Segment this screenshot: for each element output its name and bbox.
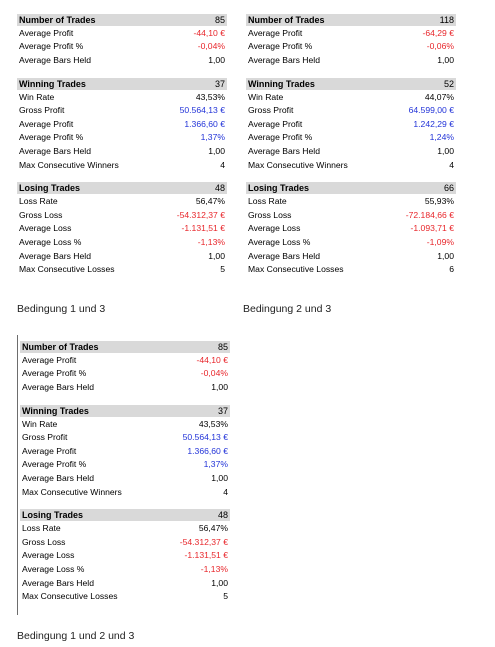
- header-value: 85: [217, 342, 228, 352]
- stat-label: Win Rate: [19, 91, 55, 102]
- stat-row: [20, 549, 230, 563]
- section-header: [20, 405, 230, 417]
- section-header: [246, 182, 456, 194]
- stat-label: Average Bars Held: [22, 577, 94, 588]
- stat-value: 1,00: [211, 381, 228, 392]
- summary-section: [246, 14, 456, 67]
- stat-row: [17, 144, 227, 158]
- stat-row: [20, 521, 230, 535]
- stat-label: Average Profit: [22, 354, 77, 365]
- stat-label: Average Profit: [248, 118, 303, 129]
- stat-value: -1,13%: [197, 236, 225, 247]
- stat-row: [246, 40, 456, 54]
- stat-value: -44,10 €: [193, 27, 225, 38]
- stat-row: [17, 235, 227, 249]
- section-header: [20, 509, 230, 521]
- stat-row: [246, 103, 456, 117]
- stat-value: 56,47%: [195, 196, 225, 207]
- stats-panel-1: [17, 14, 227, 276]
- stat-row: [20, 353, 230, 367]
- stat-value: -54.312,37 €: [179, 536, 228, 547]
- stat-row: [246, 249, 456, 263]
- stat-value: 50.564,13 €: [182, 432, 228, 443]
- stat-row: [20, 444, 230, 458]
- stat-label: Average Profit %: [22, 368, 87, 379]
- stat-row: [246, 262, 456, 276]
- panel-caption: Bedingung 1 und 3: [17, 303, 106, 315]
- stat-label: Gross Profit: [248, 105, 294, 116]
- stat-label: Average Profit: [19, 27, 74, 38]
- stat-label: Loss Rate: [19, 196, 58, 207]
- summary-section: [20, 341, 230, 394]
- stat-label: Gross Loss: [248, 209, 292, 220]
- stat-value: -0,04%: [197, 41, 225, 52]
- stat-row: [17, 194, 227, 208]
- section-header: [246, 14, 456, 26]
- header-value: 66: [443, 183, 454, 194]
- stat-row: [17, 26, 227, 40]
- stat-value: -1,09%: [426, 236, 454, 247]
- stat-label: Average Profit: [248, 27, 303, 38]
- stat-value: 1.366,60 €: [184, 118, 225, 129]
- stat-row: [20, 485, 230, 499]
- stat-row: [20, 562, 230, 576]
- stat-label: Average Bars Held: [22, 472, 94, 483]
- stat-row: [17, 158, 227, 172]
- stat-row: [246, 208, 456, 222]
- stat-row: [246, 194, 456, 208]
- stat-value: 1,37%: [203, 459, 228, 470]
- stat-value: 4: [449, 159, 454, 170]
- stat-label: Gross Loss: [22, 536, 66, 547]
- stat-value: 1,37%: [200, 132, 225, 143]
- stat-value: -1.093,71 €: [410, 223, 454, 234]
- stat-label: Average Loss %: [248, 236, 311, 247]
- header-value: 118: [439, 15, 454, 25]
- header-label: Number of Trades: [22, 342, 99, 352]
- summary-section: [17, 14, 227, 67]
- stat-label: Gross Profit: [22, 432, 68, 443]
- stat-row: [246, 131, 456, 145]
- losing-section: [246, 182, 456, 276]
- stat-value: -44,10 €: [196, 354, 228, 365]
- stat-label: Average Bars Held: [248, 250, 320, 261]
- stat-value: 6: [449, 264, 454, 275]
- panel-caption: Bedingung 1 und 2 und 3: [17, 630, 135, 642]
- stat-label: Average Profit: [19, 118, 74, 129]
- stat-value: 50.564,13 €: [179, 105, 225, 116]
- stat-label: Average Bars Held: [22, 381, 94, 392]
- stat-row: [17, 208, 227, 222]
- stat-row: [246, 90, 456, 104]
- stat-value: 1.366,60 €: [187, 445, 228, 456]
- stat-label: Average Bars Held: [19, 250, 91, 261]
- stat-label: Average Bars Held: [19, 145, 91, 156]
- stat-row: [17, 222, 227, 236]
- winning-section: [17, 78, 227, 172]
- stat-row: [246, 235, 456, 249]
- stat-label: Average Loss %: [19, 236, 82, 247]
- stat-label: Loss Rate: [22, 523, 61, 534]
- stat-row: [17, 117, 227, 131]
- stat-label: Average Profit: [22, 445, 77, 456]
- stat-row: [246, 144, 456, 158]
- stat-label: Average Profit %: [19, 132, 84, 143]
- stat-row: [246, 117, 456, 131]
- stat-row: [20, 417, 230, 431]
- stat-value: -72.184,66 €: [405, 209, 454, 220]
- stat-label: Average Loss %: [22, 563, 85, 574]
- stat-label: Win Rate: [248, 91, 284, 102]
- stat-row: [17, 262, 227, 276]
- section-header: [20, 341, 230, 353]
- stat-value: 1,24%: [429, 132, 454, 143]
- header-value: 85: [214, 15, 225, 25]
- stat-value: 1,00: [437, 250, 454, 261]
- stat-label: Average Bars Held: [19, 54, 91, 65]
- header-label: Number of Trades: [248, 15, 325, 25]
- winning-section: [20, 405, 230, 499]
- section-header: [17, 14, 227, 26]
- stat-label: Max Consecutive Winners: [19, 159, 119, 170]
- header-value: 37: [214, 78, 225, 89]
- stat-label: Average Profit %: [22, 459, 87, 470]
- header-label: Winning Trades: [19, 78, 86, 89]
- stat-label: Max Consecutive Winners: [248, 159, 348, 170]
- losing-section: [20, 509, 230, 603]
- losing-section: [17, 182, 227, 276]
- stat-label: Average Bars Held: [248, 145, 320, 156]
- stat-label: Average Bars Held: [248, 54, 320, 65]
- stat-value: 43,53%: [198, 418, 228, 429]
- stat-label: Win Rate: [22, 418, 58, 429]
- stat-value: 5: [223, 591, 228, 602]
- stat-row: [17, 40, 227, 54]
- stat-row: [17, 249, 227, 263]
- stat-value: -0,06%: [426, 41, 454, 52]
- stat-value: -64,29 €: [422, 27, 454, 38]
- header-label: Losing Trades: [19, 183, 81, 194]
- stat-label: Gross Profit: [19, 105, 65, 116]
- stat-row: [20, 589, 230, 603]
- stat-value: 1,00: [437, 145, 454, 156]
- stat-row: [17, 90, 227, 104]
- panel-divider: [17, 335, 18, 615]
- stat-row: [20, 458, 230, 472]
- header-label: Losing Trades: [248, 183, 310, 194]
- section-header: [246, 78, 456, 90]
- stat-label: Average Profit %: [248, 132, 313, 143]
- stat-label: Max Consecutive Losses: [248, 264, 344, 275]
- stat-row: [20, 576, 230, 590]
- stat-value: 4: [223, 486, 228, 497]
- header-value: 52: [443, 78, 454, 89]
- stat-label: Loss Rate: [248, 196, 287, 207]
- stat-row: [17, 131, 227, 145]
- stat-value: 1,00: [437, 54, 454, 65]
- stat-row: [20, 380, 230, 394]
- stat-value: -54.312,37 €: [176, 209, 225, 220]
- stat-value: 43,53%: [195, 91, 225, 102]
- stat-value: 55,93%: [424, 196, 454, 207]
- stat-label: Average Profit %: [19, 41, 84, 52]
- stat-row: [20, 535, 230, 549]
- stat-value: -0,04%: [200, 368, 228, 379]
- stat-value: 1,00: [211, 472, 228, 483]
- stat-label: Average Loss: [22, 550, 75, 561]
- stat-row: [246, 53, 456, 67]
- stat-label: Average Loss: [19, 223, 72, 234]
- stat-value: 44,07%: [424, 91, 454, 102]
- header-label: Winning Trades: [22, 405, 89, 416]
- winning-section: [246, 78, 456, 172]
- stat-value: 4: [220, 159, 225, 170]
- stats-panel-2: [246, 14, 456, 276]
- stat-row: [246, 26, 456, 40]
- section-header: [17, 182, 227, 194]
- stat-label: Average Profit %: [248, 41, 313, 52]
- stat-value: -1.131,51 €: [181, 223, 225, 234]
- stat-value: 1.242,29 €: [413, 118, 454, 129]
- stat-row: [20, 430, 230, 444]
- header-value: 48: [214, 183, 225, 194]
- stat-row: [20, 471, 230, 485]
- stat-label: Max Consecutive Losses: [22, 591, 118, 602]
- header-label: Number of Trades: [19, 15, 96, 25]
- stat-label: Max Consecutive Losses: [19, 264, 115, 275]
- stat-value: 1,00: [208, 145, 225, 156]
- header-label: Losing Trades: [22, 510, 84, 521]
- stat-row: [20, 367, 230, 381]
- stat-value: 56,47%: [198, 523, 228, 534]
- panel-caption: Bedingung 2 und 3: [243, 303, 332, 315]
- stat-value: 1,00: [211, 577, 228, 588]
- stat-row: [246, 158, 456, 172]
- stat-value: 64.599,00 €: [408, 105, 454, 116]
- stat-value: -1,13%: [200, 563, 228, 574]
- stat-label: Average Loss: [248, 223, 301, 234]
- header-label: Winning Trades: [248, 78, 315, 89]
- stat-value: 1,00: [208, 250, 225, 261]
- stat-row: [246, 222, 456, 236]
- header-value: 37: [217, 405, 228, 416]
- stat-row: [17, 103, 227, 117]
- header-value: 48: [217, 510, 228, 521]
- stat-value: 5: [220, 264, 225, 275]
- stat-label: Gross Loss: [19, 209, 63, 220]
- stat-value: 1,00: [208, 54, 225, 65]
- stat-row: [17, 53, 227, 67]
- stat-value: -1.131,51 €: [184, 550, 228, 561]
- stats-panel-3: [20, 341, 230, 603]
- section-header: [17, 78, 227, 90]
- stat-label: Max Consecutive Winners: [22, 486, 122, 497]
